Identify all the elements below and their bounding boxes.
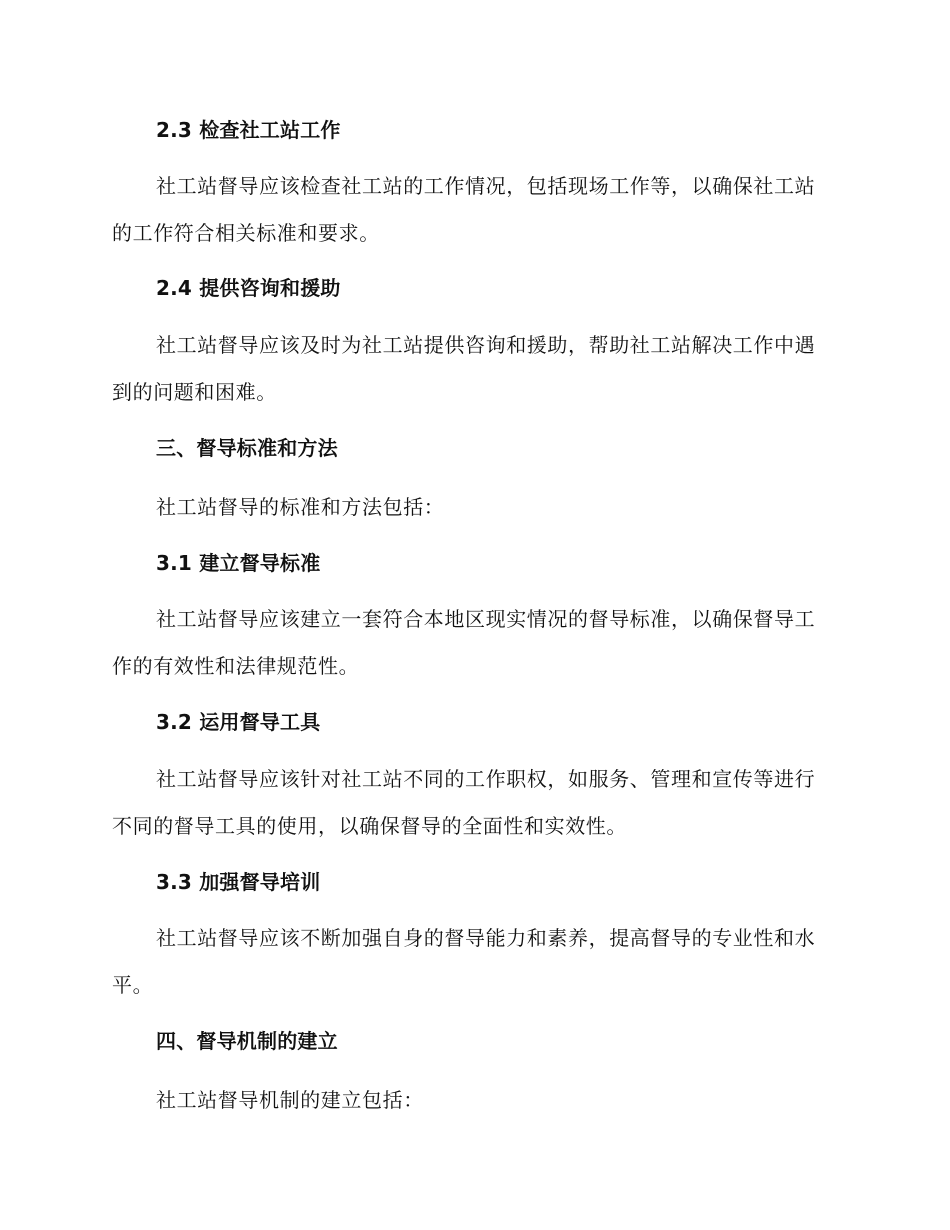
chapter-heading-4: 四、督导机制的建立 [156, 1029, 338, 1053]
chapter-heading-3: 三、督导标准和方法 [156, 436, 338, 460]
paragraph-4-intro: 社工站督导机制的建立包括： [156, 1088, 424, 1112]
section-heading-2-3: 2.3 检查社工站工作 [156, 118, 341, 142]
section-heading-3-3: 3.3 加强督导培训 [156, 870, 321, 894]
paragraph-3-2: 社工站督导应该针对社工站不同的工作职权，如服务、管理和宣传等进行不同的督导工具的使用，以确保督导的全面性和实效性。 [112, 767, 816, 838]
section-heading-3-2: 3.2 运用督导工具 [156, 710, 321, 734]
document-page [112, 0, 830, 1230]
section-heading-3-1: 3.1 建立督导标准 [156, 551, 321, 575]
paragraph-2-4: 社工站督导应该及时为社工站提供咨询和援助，帮助社工站解决工作中遇到的问题和困难。 [112, 333, 816, 404]
paragraph-3-1: 社工站督导应该建立一套符合本地区现实情况的督导标准，以确保督导工作的有效性和法律规范性。 [112, 607, 816, 678]
paragraph-3-3: 社工站督导应该不断加强自身的督导能力和素养，提高督导的专业性和水平。 [112, 926, 816, 997]
section-heading-2-4: 2.4 提供咨询和援助 [156, 276, 341, 300]
paragraph-2-3: 社工站督导应该检查社工站的工作情况，包括现场工作等，以确保社工站的工作符合相关标准和要求。 [112, 174, 816, 245]
paragraph-3-intro: 社工站督导的标准和方法包括： [156, 495, 445, 519]
